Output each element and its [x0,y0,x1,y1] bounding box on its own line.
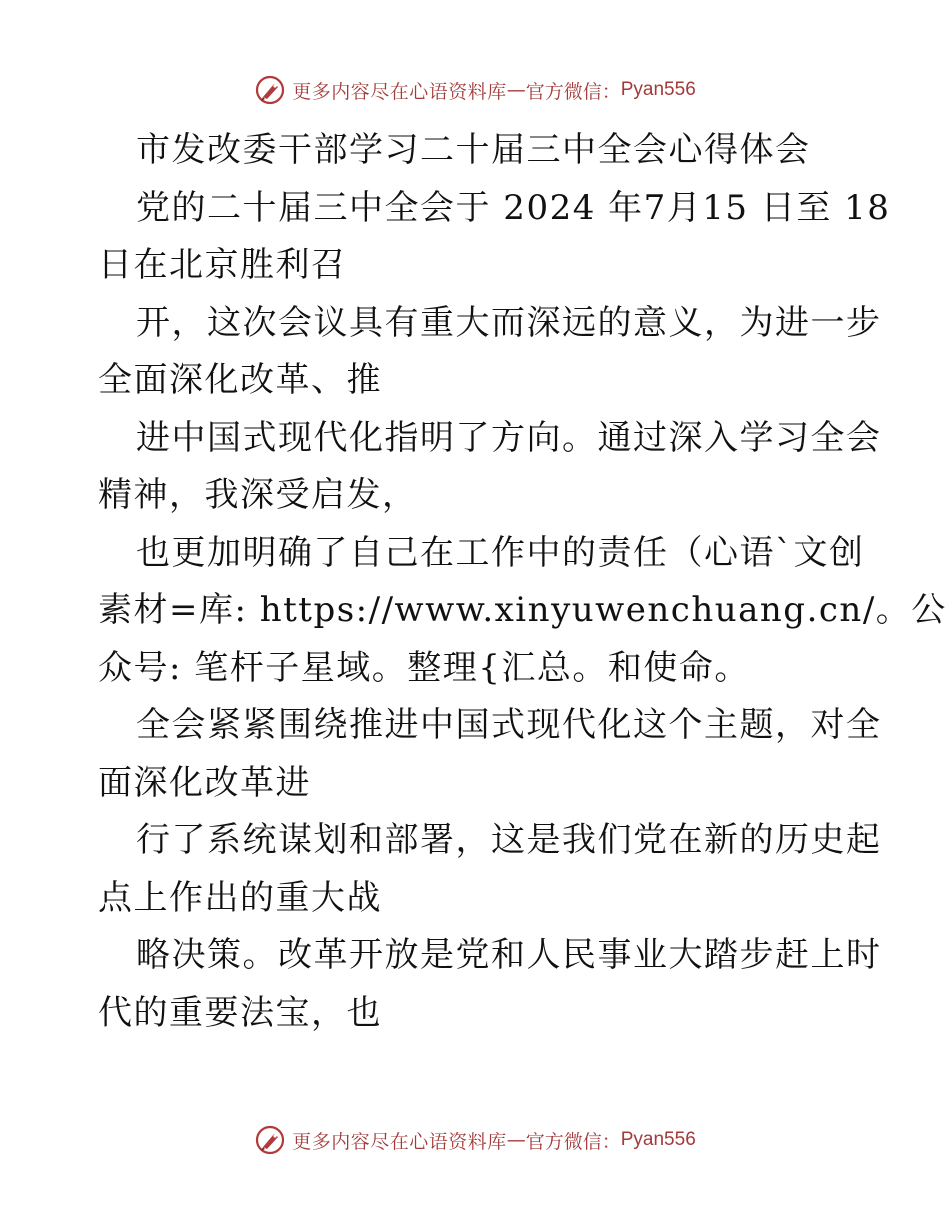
text-line: 开，这次会议具有重大而深远的意义，为进一步 [136,302,882,343]
text-line: 日在北京胜利召 [98,245,347,285]
text-line: 代的重要法宝，也 [98,992,382,1033]
banner-site-text: 更多内容尽在心语资料库 [292,1130,507,1153]
text-line: 精神，我深受启发， [98,475,418,515]
header-banner [0,70,950,110]
text-line: 也更加明确了自己在工作中的责任（心语`文创 [136,532,865,573]
document-title: 市发改委干部学习二十届三中全会心得体会 [136,130,811,170]
text-line: 众号: 笔杆子星域。整理{汇总。和使命。 [98,647,750,688]
banner-wechat-id: Pyan556 [620,79,696,100]
text-line: 全面深化改革、推 [98,360,382,400]
banner-wechat-id: Pyan556 [620,1129,696,1150]
text-line: 面深化改革进 [98,762,311,803]
pen-logo-icon [254,74,286,106]
text-line: 略决策。改革开放是党和人民事业大踏步赶上时 [136,935,882,975]
text-line: 党的二十届三中全会于 2024 年7月15 日至 18 [136,187,891,228]
text-line: 点上作出的重大战 [98,877,382,918]
banner-wechat-label: 官方微信： [525,1130,621,1153]
banner-wechat-label: 官方微信： [525,80,621,103]
pen-logo-icon [254,1124,286,1156]
text-line: 素材=库: https://www.xinyuwenchuang.cn/。公 [98,590,947,630]
banner-site-text: 更多内容尽在心语资料库 [292,80,507,103]
banner-separator: — [506,1129,526,1151]
text-line: 进中国式现代化指明了方向。通过深入学习全会 [136,417,882,458]
text-line: 全会紧紧围绕推进中国式现代化这个主题，对全 [136,705,882,745]
footer-banner [0,1120,950,1160]
document-body [98,122,947,1042]
text-line: 行了系统谋划和部署，这是我们党在新的历史起 [136,820,882,860]
banner-separator: — [506,79,526,101]
